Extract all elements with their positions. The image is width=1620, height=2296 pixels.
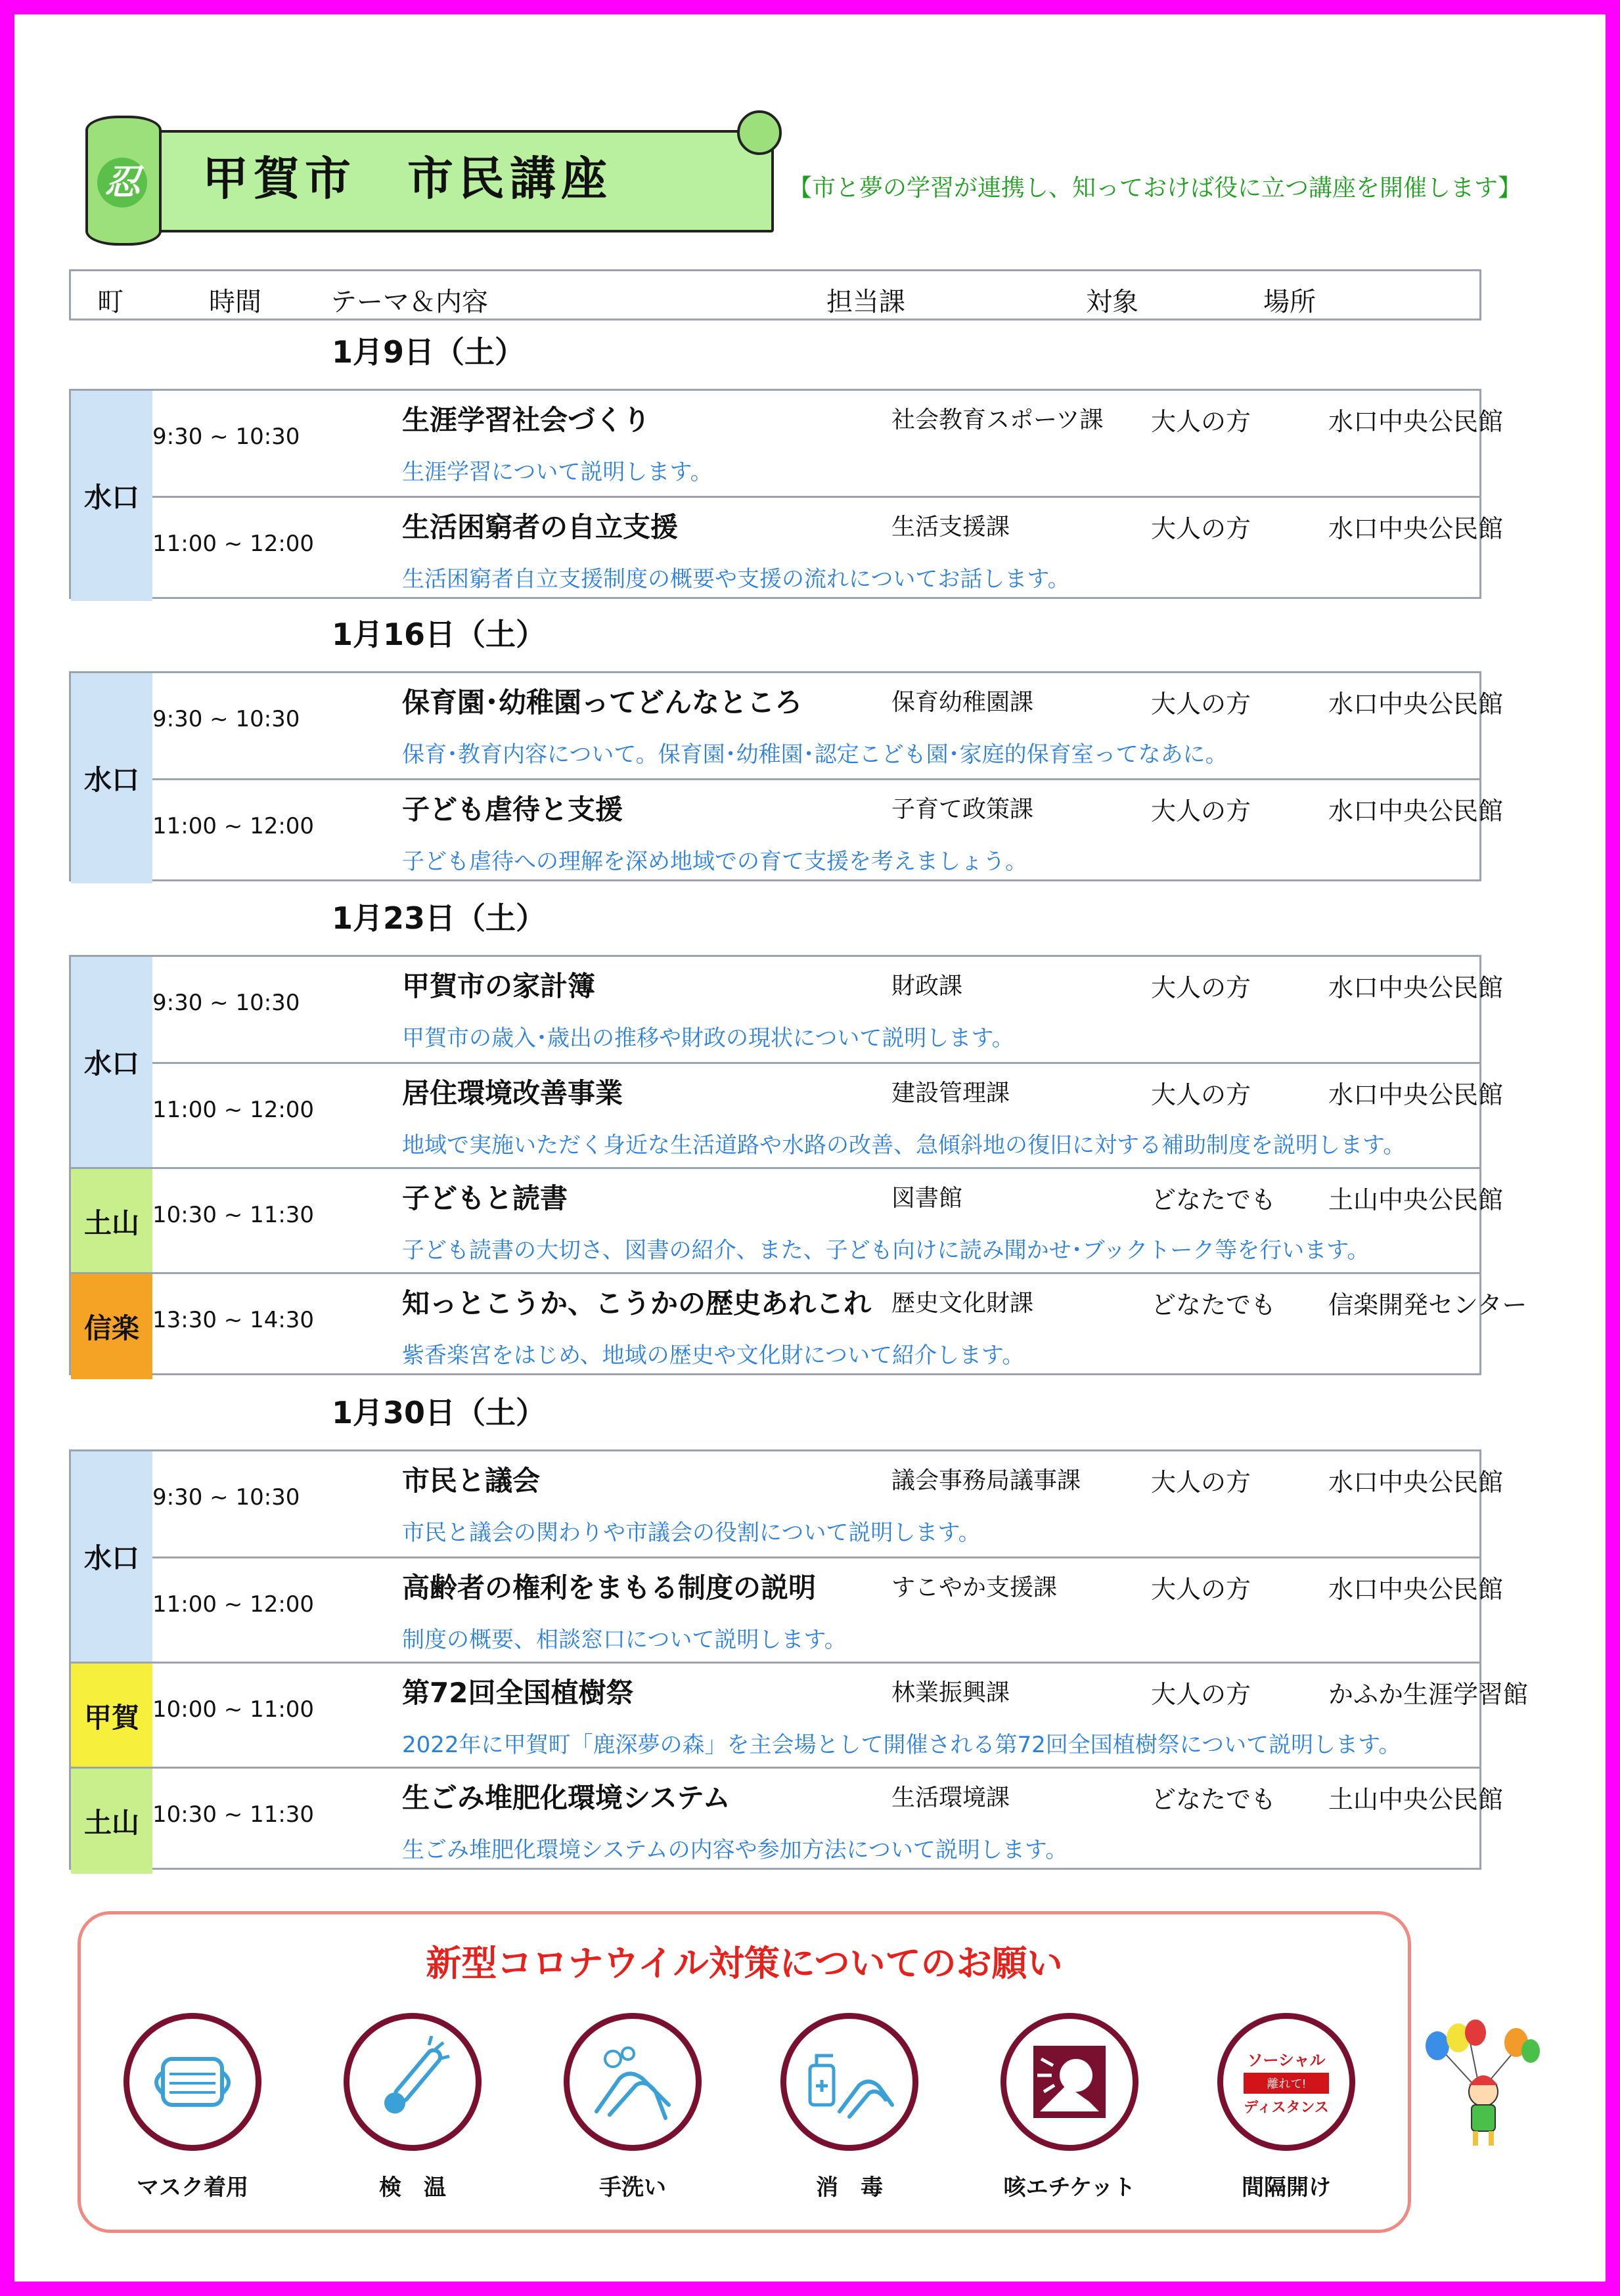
lecture-row (152, 778, 1504, 883)
lecture-time: 9:30 ~ 10:30 (152, 990, 300, 1016)
mask-icon (124, 2013, 261, 2151)
lecture-time: 9:30 ~ 10:30 (152, 424, 300, 450)
lecture-theme: 市民と議会 (402, 1465, 541, 1497)
lecture-time: 11:00 ~ 12:00 (152, 1591, 315, 1618)
lecture-venue: 水口中央公民館 (1328, 797, 1504, 826)
lecture-target: 大人の方 (1151, 1680, 1251, 1709)
handwash-icon (564, 2013, 702, 2151)
lecture-theme: 子ども虐待と支援 (402, 793, 623, 826)
lecture-theme: 高齢者の権利をまもる制度の説明 (402, 1572, 817, 1604)
lecture-row (152, 1272, 1527, 1377)
lecture-description: 子ども虐待への理解を深め地域での育て支援を考えましょう。 (402, 849, 1027, 875)
lecture-time: 10:30 ~ 11:30 (152, 1801, 315, 1828)
lecture-target: 大人の方 (1151, 690, 1251, 718)
covid-item-label: 手洗い (599, 2175, 666, 2201)
col-place: 場所 (1263, 287, 1316, 317)
covid-item-cough (984, 2013, 1155, 2201)
session-table (69, 389, 1504, 599)
lecture-theme: 生涯学習社会づくり (402, 404, 651, 436)
mascot-with-balloons-icon (1418, 2020, 1542, 2151)
town-cell: 甲賀 (71, 1662, 152, 1769)
lecture-time: 11:00 ~ 12:00 (152, 531, 315, 557)
lecture-department: 財政課 (891, 973, 963, 1000)
lecture-venue: 信楽開発センター (1328, 1291, 1527, 1319)
lecture-department: 建設管理課 (891, 1080, 1010, 1107)
covid-item-label: 消 毒 (816, 2175, 883, 2201)
covid-item-label: 咳エチケット (1003, 2175, 1136, 2201)
session-date: 1月23日（土） (332, 900, 547, 936)
lecture-target: どなたでも (1151, 1785, 1276, 1814)
lecture-theme: 第72回全国植樹祭 (402, 1677, 634, 1709)
lecture-department: 社会教育スポーツ課 (891, 407, 1104, 433)
session-table (69, 1449, 1529, 1870)
lecture-theme: 生活困窮者の自立支援 (402, 511, 679, 543)
town-cell: 土山 (71, 1167, 152, 1274)
session-table (69, 671, 1504, 881)
lecture-description: 紫香楽宮をはじめ、地域の歴史や文化財について紹介します。 (402, 1342, 1025, 1369)
lecture-row (152, 1062, 1504, 1167)
col-theme: テーマ＆内容 (330, 287, 488, 317)
lecture-target: どなたでも (1151, 1185, 1276, 1214)
col-time: 時間 (209, 287, 261, 317)
lecture-time: 11:00 ~ 12:00 (152, 813, 315, 839)
session-date: 1月16日（土） (332, 617, 547, 652)
lecture-venue: 水口中央公民館 (1328, 407, 1504, 436)
covid-item-distance (1201, 2013, 1372, 2201)
covid-item-label: 間隔開け (1242, 2175, 1331, 2201)
lecture-row (152, 1451, 1504, 1556)
lecture-target: 大人の方 (1151, 1468, 1251, 1497)
lecture-theme: 居住環境改善事業 (402, 1077, 623, 1109)
lecture-description: 生ごみ堆肥化環境システムの内容や参加方法について説明します。 (402, 1837, 1068, 1863)
lecture-theme: 知っとこうか、こうかの歴史あれこれ (402, 1287, 872, 1319)
lecture-target: 大人の方 (1151, 407, 1251, 436)
distance-sign-middle: 離れて! (1244, 2073, 1329, 2094)
town-cell: 土山 (71, 1767, 152, 1874)
lecture-target: 大人の方 (1151, 797, 1251, 826)
lecture-venue: 水口中央公民館 (1328, 690, 1504, 718)
lecture-description: 市民と議会の関わりや市議会の役割について説明します。 (402, 1520, 981, 1546)
lecture-department: 保育幼稚園課 (891, 689, 1034, 716)
lecture-description: 地域で実施いただく身近な生活道路や水路の改善、急傾斜地の復旧に対する補助制度を説明します。 (402, 1132, 1406, 1159)
title-banner (85, 110, 782, 242)
lecture-description: 2022年に甲賀町「鹿深夢の森」を主会場として開催される第72回全国植樹祭について説明します。 (402, 1732, 1401, 1758)
lecture-row (152, 1556, 1504, 1662)
page-title: 甲賀市 市民講座 (202, 152, 612, 206)
lecture-target: 大人の方 (1151, 514, 1251, 543)
lecture-theme: 生ごみ堆肥化環境システム (402, 1782, 731, 1814)
lecture-department: 図書館 (891, 1185, 963, 1212)
lecture-time: 11:00 ~ 12:00 (152, 1097, 315, 1123)
lecture-row (152, 1167, 1504, 1272)
lecture-department: 林業振興課 (891, 1679, 1010, 1706)
session-table (69, 955, 1527, 1375)
covid-notice (78, 1911, 1411, 2233)
lecture-target: 大人の方 (1151, 1080, 1251, 1109)
town-cell: 水口 (71, 1451, 152, 1662)
column-header (69, 269, 1481, 320)
lecture-target: どなたでも (1151, 1291, 1276, 1319)
lecture-time: 9:30 ~ 10:30 (152, 1484, 300, 1511)
lecture-department: 子育て政策課 (891, 796, 1034, 823)
lecture-venue: 水口中央公民館 (1328, 1575, 1504, 1604)
town-cell: 水口 (71, 673, 152, 883)
lecture-row (152, 1662, 1529, 1767)
lecture-venue: 水口中央公民館 (1328, 973, 1504, 1002)
lecture-description: 子ども読書の大切さ、図書の紹介、また、子ども向けに読み聞かせ･ブックトーク等を行います。 (402, 1237, 1370, 1264)
covid-item-label: 検 温 (379, 2175, 446, 2201)
lecture-time: 10:30 ~ 11:30 (152, 1202, 315, 1228)
distance-sign-bottom: ディスタンス (1244, 2099, 1329, 2115)
lecture-department: すこやか支援課 (891, 1574, 1058, 1601)
col-dept: 担当課 (826, 287, 905, 317)
lecture-target: 大人の方 (1151, 1575, 1251, 1604)
lecture-description: 甲賀市の歳入･歳出の推移や財政の現状について説明します。 (402, 1025, 1014, 1051)
lecture-venue: 水口中央公民館 (1328, 514, 1504, 543)
lecture-row (152, 391, 1504, 496)
sanitizer-icon (780, 2013, 918, 2151)
lecture-theme: 甲賀市の家計簿 (402, 970, 596, 1002)
covid-title: 新型コロナウイル対策についてのお願い (426, 1943, 1063, 1984)
col-town: 町 (97, 287, 124, 317)
town-cell: 水口 (71, 957, 152, 1167)
lecture-description: 生活困窮者自立支援制度の概要や支援の流れについてお話します。 (402, 566, 1070, 592)
lecture-theme: 子どもと読書 (402, 1182, 568, 1214)
lecture-target: 大人の方 (1151, 973, 1251, 1002)
thermometer-icon (344, 2013, 482, 2151)
lecture-department: 生活支援課 (891, 514, 1010, 541)
lecture-time: 9:30 ~ 10:30 (152, 706, 300, 732)
session-date: 1月30日（土） (332, 1395, 547, 1430)
distance-sign-top: ソーシャル (1247, 2052, 1326, 2069)
covid-item-mask (107, 2013, 278, 2201)
lecture-theme: 保育園･幼稚園ってどんなところ (402, 686, 803, 718)
col-target: 対象 (1086, 287, 1138, 317)
social-distance-icon (1217, 2013, 1355, 2151)
tagline: 【市と夢の学習が連携し、知っておけば役に立つ講座を開催します】 (788, 175, 1522, 202)
lecture-time: 10:00 ~ 11:00 (152, 1696, 315, 1723)
covid-item-handwash (547, 2013, 718, 2201)
lecture-department: 歴史文化財課 (891, 1290, 1034, 1317)
scroll-roll (85, 116, 162, 246)
lecture-description: 生涯学習について説明します。 (402, 459, 713, 485)
lecture-venue: 土山中央公民館 (1328, 1785, 1504, 1814)
lecture-department: 議会事務局議事課 (891, 1467, 1081, 1494)
session-date: 1月9日（土） (332, 334, 526, 370)
lecture-time: 13:30 ~ 14:30 (152, 1307, 315, 1333)
lecture-row (152, 496, 1504, 601)
lecture-venue: 水口中央公民館 (1328, 1080, 1504, 1109)
town-cell: 水口 (71, 391, 152, 601)
lecture-description: 保育･教育内容について。保育園･幼稚園･認定こども園･家庭的保育室ってなあに。 (402, 741, 1228, 768)
lecture-row (152, 673, 1504, 778)
covid-item-sanitizer (764, 2013, 935, 2201)
lecture-venue: 土山中央公民館 (1328, 1185, 1504, 1214)
lecture-row (152, 957, 1504, 1062)
cough-etiquette-icon (1001, 2013, 1138, 2151)
lecture-description: 制度の概要、相談窓口について説明します。 (402, 1627, 847, 1653)
lecture-venue: かふか生涯学習館 (1328, 1680, 1529, 1709)
covid-item-label: マスク着用 (137, 2175, 248, 2201)
town-cell: 信楽 (71, 1272, 152, 1379)
ninja-kanji-icon: 忍 (97, 158, 147, 208)
scroll-curl (737, 110, 782, 155)
lecture-department: 生活環境課 (891, 1784, 1010, 1811)
covid-item-temperature (327, 2013, 498, 2201)
lecture-venue: 水口中央公民館 (1328, 1468, 1504, 1497)
lecture-row (152, 1767, 1504, 1872)
